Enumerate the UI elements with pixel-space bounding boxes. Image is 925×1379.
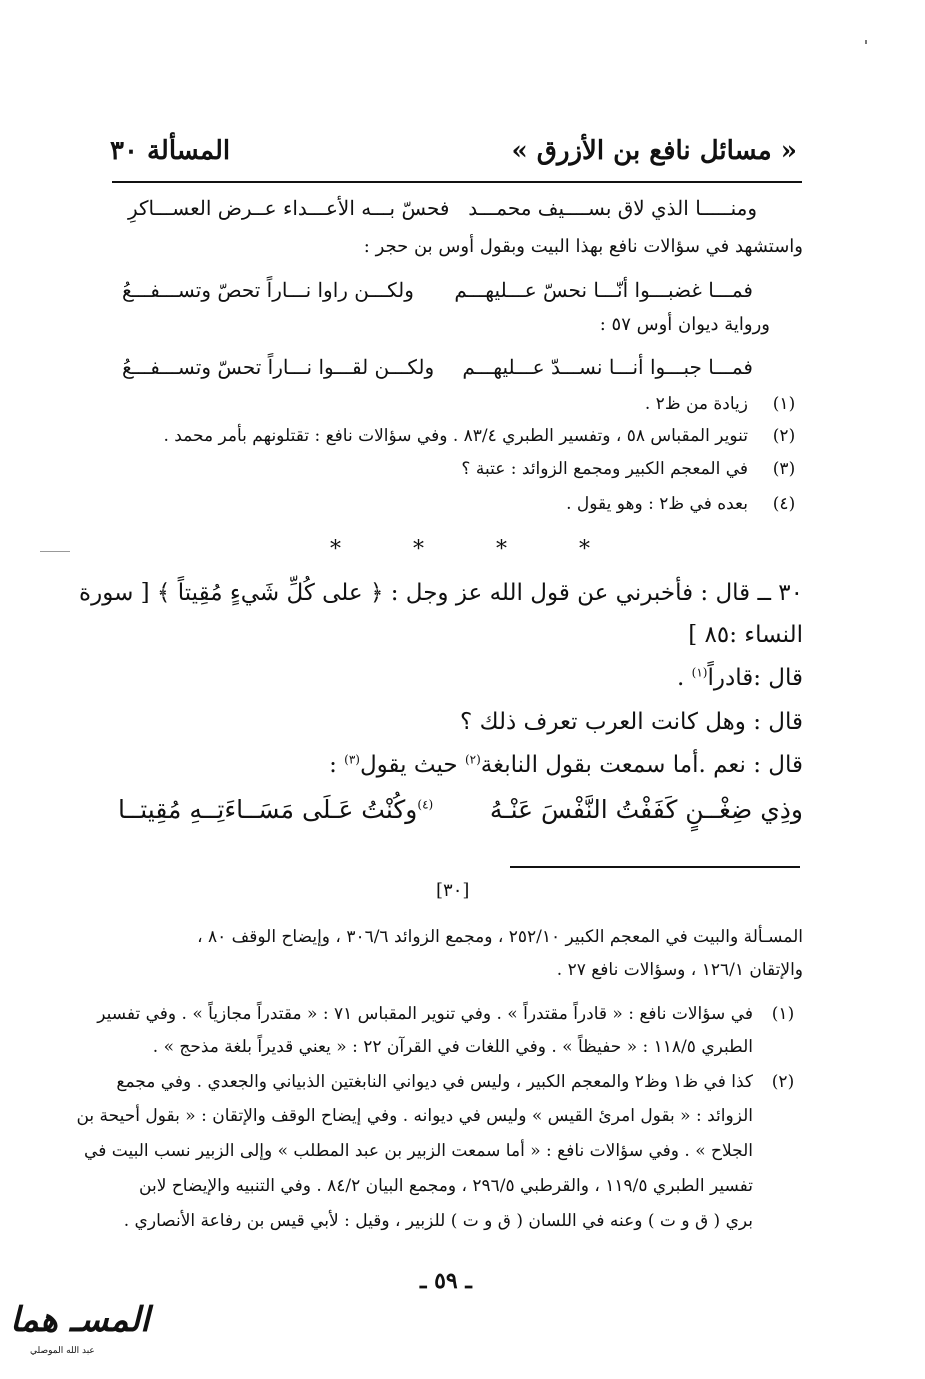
footnote-2-line-2: الزوائد : « بقول امرئ القيس » وليس في ديوانه . وفي إيضاح الوقف والإتقان : « بقول أحيحة بن (76, 1106, 753, 1126)
reply-text-b: حيث يقول (359, 752, 465, 778)
question-line-2: النساء :٨٥ ] (688, 622, 803, 648)
prose-line-2: ورواية ديوان أوس ٥٧ : (599, 314, 770, 335)
verse-1-first-hemistich: ومنـــــا الذي لاق بســــيف محمـــد (468, 196, 757, 220)
star-separator (330, 537, 590, 562)
note-number: (١) (772, 394, 796, 414)
answer-line (677, 665, 803, 691)
footnote-ref: (١) (691, 665, 708, 680)
footnote-ref: (٤) (417, 797, 434, 812)
footnote-1-line-1: في سؤالات نافع : « قادراً مقتدراً » . وفي تنوير المقباس ٧١ : « مقتدراً مجازياً » . وفي تفسير (97, 1004, 753, 1024)
note-number: (٤) (772, 494, 796, 514)
verse-2-second-hemistich: ولكـــن راوا نـــاراً تحصّ وتســـفـــعُ (122, 278, 414, 302)
running-title: « مسائل نافع بن الأزرق » (511, 136, 797, 166)
question-line-1: ٣٠ ــ قال : فأخبرني عن قول الله عز وجل : ﴿ على كُلِّ شَيءٍ مُقِيتاً ﴾ [ سورة (79, 580, 803, 606)
main-verse-first-hemistich: وذِي ضِغْــنٍ كَفَفْتُ النَّفْسَ عَنْـهُ (489, 795, 803, 824)
verse-3-second-hemistich: ولكـــن لقـــوا نـــاراً تحسّ وتســـفـــعُ (122, 355, 435, 379)
footnote-1-line-2: الطبري ١١٨/٥ : « حفيظاً » . وفي اللغات في القرآن ٢٢ : « يعني قديراً بلغة مذحج » . (152, 1037, 753, 1057)
note-number: (٣) (772, 459, 796, 479)
star-glyph: * (579, 537, 590, 562)
page-number: ـ ٥٩ ـ (420, 1268, 472, 1294)
note-number: (٢) (772, 426, 796, 446)
note-text: تنوير المقباس ٥٨ ، وتفسير الطبري ٨٣/٤ . وفي سؤالات نافع : تقتلونهم بأمر محمد . (163, 426, 748, 446)
prose-line-1: واستشهد في سؤالات نافع بهذا البيت وبقول أوس بن حجر : (363, 236, 803, 257)
note-2 (123, 426, 803, 456)
footnote-rule (510, 866, 800, 868)
footnote-2-line-1: كذا في ظ١ وظ٢ والمعجم الكبير ، وليس في ديواني النابغتين الذبياني والجعدي . وفي مجمع (116, 1072, 753, 1092)
verse-1-second-hemistich: فحسّ بـــه الأعـــداء عــرض العســـاكرِ (128, 196, 450, 220)
footnote-ref: (٢) (464, 752, 481, 767)
reply-text-a: قال : نعم .أما سمعت بقول النابغة (480, 752, 803, 778)
note-1 (123, 394, 803, 424)
footnote-intro-line-1: المسـألة والبيت في المعجم الكبير ٢٥٢/١٠ ، ومجمع الزوائد ٣٠٦/٦ ، وإيضاح الوقف ٨٠ ، (197, 927, 803, 947)
footnote-2-line-3: الجلاح » . وفي سؤالات نافع : « أما سمعت الزبير بن عبد المطلب » وإلى الزبير نسب البيت في (84, 1141, 753, 1161)
answer-end: . (677, 665, 692, 691)
answer-text: قال :قادراً (707, 665, 803, 691)
footnote-number: (٢) (771, 1072, 795, 1092)
watermark-stamp: المسـ هما (10, 1300, 150, 1340)
star-glyph: * (413, 537, 424, 562)
scan-mark (865, 40, 867, 44)
footnote-intro-line-2: والإتقان ١٢٦/١ ، وسؤالات نافع ٢٧ . (556, 960, 803, 980)
footnote-2-line-4: تفسير الطبري ١١٩/٥ ، والقرطبي ٢٩٦/٥ ، ومجمع البيان ٨٤/٢ . وفي التنبيه والإيضاح لابن (139, 1176, 753, 1196)
main-verse-second-hemistich (118, 795, 433, 824)
star-glyph: * (330, 537, 341, 562)
reference-number: [٣٠] (436, 880, 470, 901)
footnote-ref: (٣) (344, 752, 360, 767)
verse-text: وكُنْتُ عَـلَى مَسَــاءَتِــهِ مُقِيتــا (118, 795, 418, 824)
reply-text-c: : (329, 752, 345, 778)
note-text: بعده في ظ٢ : وهو يقول . (566, 494, 748, 514)
verse-2-first-hemistich: فمـــا غضبـــوا أنّـــا نحسّ عـــليهـــم (454, 278, 753, 302)
footnote-number: (١) (771, 1004, 795, 1024)
note-3 (123, 459, 803, 489)
scan-mark (40, 551, 70, 552)
section-label: المسألة ٣٠ (110, 136, 231, 166)
verse-3-first-hemistich: فمـــا جبـــوا أنـــا نســـدّ عـــليهـــم (462, 355, 753, 379)
note-4 (123, 494, 803, 524)
star-glyph: * (496, 537, 507, 562)
watermark-subtext: عبد الله الموصلي (30, 1346, 95, 1356)
footnote-2-line-5: بري ( ق و ت ) وعنه في اللسان ( ق و ت ) للزبير ، وقيل : لأبي قيس بن رفاعة الأنصاري . (123, 1211, 753, 1231)
note-text: في المعجم الكبير ومجمع الزوائد : عتبة ؟ (461, 459, 748, 479)
question-line-3: قال : وهل كانت العرب تعرف ذلك ؟ (460, 709, 803, 735)
reply-line (329, 752, 803, 778)
note-text: زيادة من ظ٢ . (644, 394, 748, 414)
header-rule (112, 181, 802, 183)
